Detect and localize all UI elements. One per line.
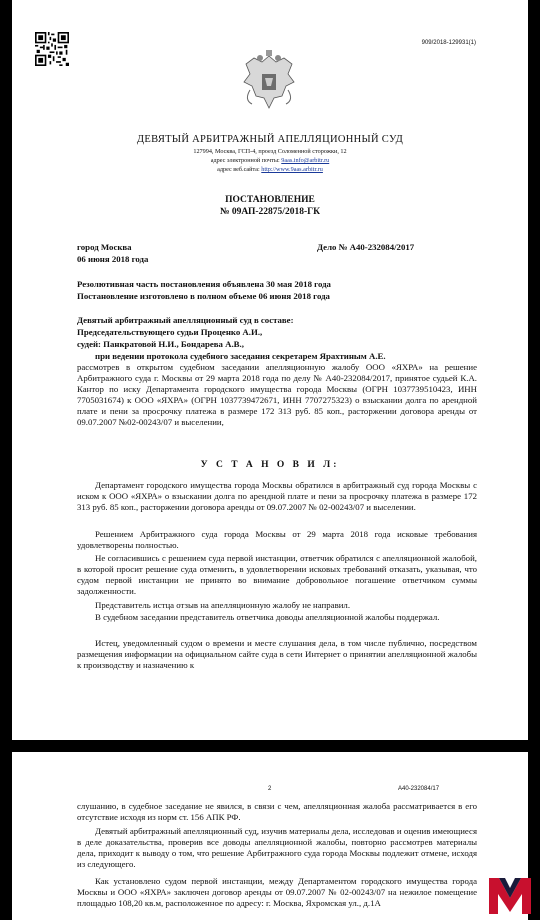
email-link[interactable]: 9aas.info@arbitr.ru	[281, 157, 330, 164]
page2-paragraph-3: Как установлено судом первой инстанции, между Департаментом городского имущества города Москвы и ООО «ЯХРА» заключен договор аренды от 09.07.2007 № 02-00243/07 на нежилое помещение площадью 108,20 кв.м, расположенное по адресу: г. Москва, Яхромская ул., д.1А	[77, 876, 477, 908]
city: город Москва	[77, 242, 132, 252]
paragraph-6: Истец, уведомленный судом о времени и месте слушания дела, в том числе публично, посредством размещения информации на официальном сайте суда в сети Интернет о принятии апелляционной жалобы к производству и назначению к	[77, 638, 477, 670]
document-number: 909/2018-129931(1)	[421, 40, 476, 46]
composition-line-3: судей: Панкратовой Н.И., Бондарева А.В.,	[77, 339, 244, 349]
court-email-line	[12, 156, 528, 165]
document-number-title: № 09АП-22875/2018-ГК	[219, 207, 321, 217]
court-name: ДЕВЯТЫЙ АРБИТРАЖНЫЙ АПЕЛЛЯЦИОННЫЙ СУД	[136, 134, 404, 145]
paragraph-4: Представитель истца отзыв на апелляционную жалобу не направил.	[95, 600, 351, 610]
court-website-line	[12, 165, 528, 174]
document-heading: ПОСТАНОВЛЕНИЕ	[225, 195, 315, 205]
composition-line-2: Председательствующего судьи Проценко А.И.,	[77, 327, 263, 337]
website-label: адрес веб.сайта:	[217, 166, 262, 173]
website-link[interactable]: http://www.9aas.arbitr.ru	[261, 166, 323, 173]
channel-logo-icon	[485, 872, 535, 916]
qr-code-icon	[35, 32, 69, 66]
composition-line-4: при ведении протокола судебного заседания секретарем Ярахтиным А.Е.	[95, 351, 386, 361]
paragraph-1: Департамент городского имущества города Москвы обратился в арбитражный суд города Москвы с иском к ООО «ЯХРА» о взыскании долга по арендной плате и пени за просрочку платежа в размере 172 313 руб. 85 коп., расторжении договора аренды от 09.07.2007 № 02-00243/07 и выселении.	[77, 480, 477, 512]
established-heading: У С Т А Н О В И Л:	[200, 460, 340, 470]
composition-line-1: Девятый арбитражный апелляционный суд в составе:	[77, 315, 294, 325]
page-number: 2	[268, 786, 272, 792]
paragraph-3: Не согласившись с решением суда первой инстанции, ответчик обратился с апелляционной жалобой, в которой просит решение суда отменить, в удовлетворении исковых требований отказать, указывая, что судом первой инстанции не принято во внимание добровольное погашение ответчиком суммы задолженности.	[77, 553, 477, 596]
page2-paragraph-2: Девятый арбитражный апелляционный суд, изучив материалы дела, исследовав и оценив имеющиеся в деле доказательства, проверив все доводы апелляционной жалобы, повторно рассмотрев материалы дела, приходит к выводу о том, что решение Арбитражного суда города Москвы подлежит отмене, исходя из следующего.	[77, 826, 477, 869]
court-address: 127994, Москва, ГСП-4, проезд Соломенной сторожки, 12	[193, 148, 347, 155]
paragraph-2: Решением Арбитражного суда города Москвы от 29 марта 2018 года исковые требования удовлетворены полностью.	[77, 529, 477, 550]
document-page-1	[12, 0, 528, 740]
decision-date: 06 июня 2018 года	[77, 254, 149, 264]
intro-paragraph: рассмотрев в открытом судебном заседании апелляционную жалобу ООО «ЯХРА» на решение Арбитражного суда г. Москвы от 29 марта 2018 года по делу № А40-232084/2017, принятое судьей К.А. Кантор по иску Департамента городского имущества города Москвы (ОГРН 1037739510423, ИНН 7705031674) к ООО «ЯХРА» (ОГРН 1037739472671, ИНН 7707275323) о взыскании долга по арендной плате и пени за просрочку платежа в размере 172 313 руб. 85 коп., расторжении договора аренды от 09.07.2007 №02-00243/07 и выселении,	[77, 362, 477, 427]
coat-of-arms-icon	[240, 50, 298, 114]
page2-paragraph-1: слушанию, в судебное заседание не явился, в связи с чем, апелляционная жалоба рассматривается в его отсутствие исходя из норм ст. 156 АПК РФ.	[77, 801, 477, 822]
page-case-ref: А40-232084/17	[398, 786, 440, 792]
document-page-2	[12, 752, 528, 920]
resolution-produced: Постановление изготовлено в полном объеме 06 июня 2018 года	[77, 291, 330, 301]
case-number: Дело № А40-232084/2017	[317, 242, 415, 252]
email-label: адрес электронной почты:	[210, 157, 282, 164]
paragraph-5: В судебном заседании представитель ответчика доводы апелляционной жалобы поддержал.	[95, 612, 440, 622]
resolution-announced: Резолютивная часть постановления объявлена 30 мая 2018 года	[77, 279, 331, 289]
